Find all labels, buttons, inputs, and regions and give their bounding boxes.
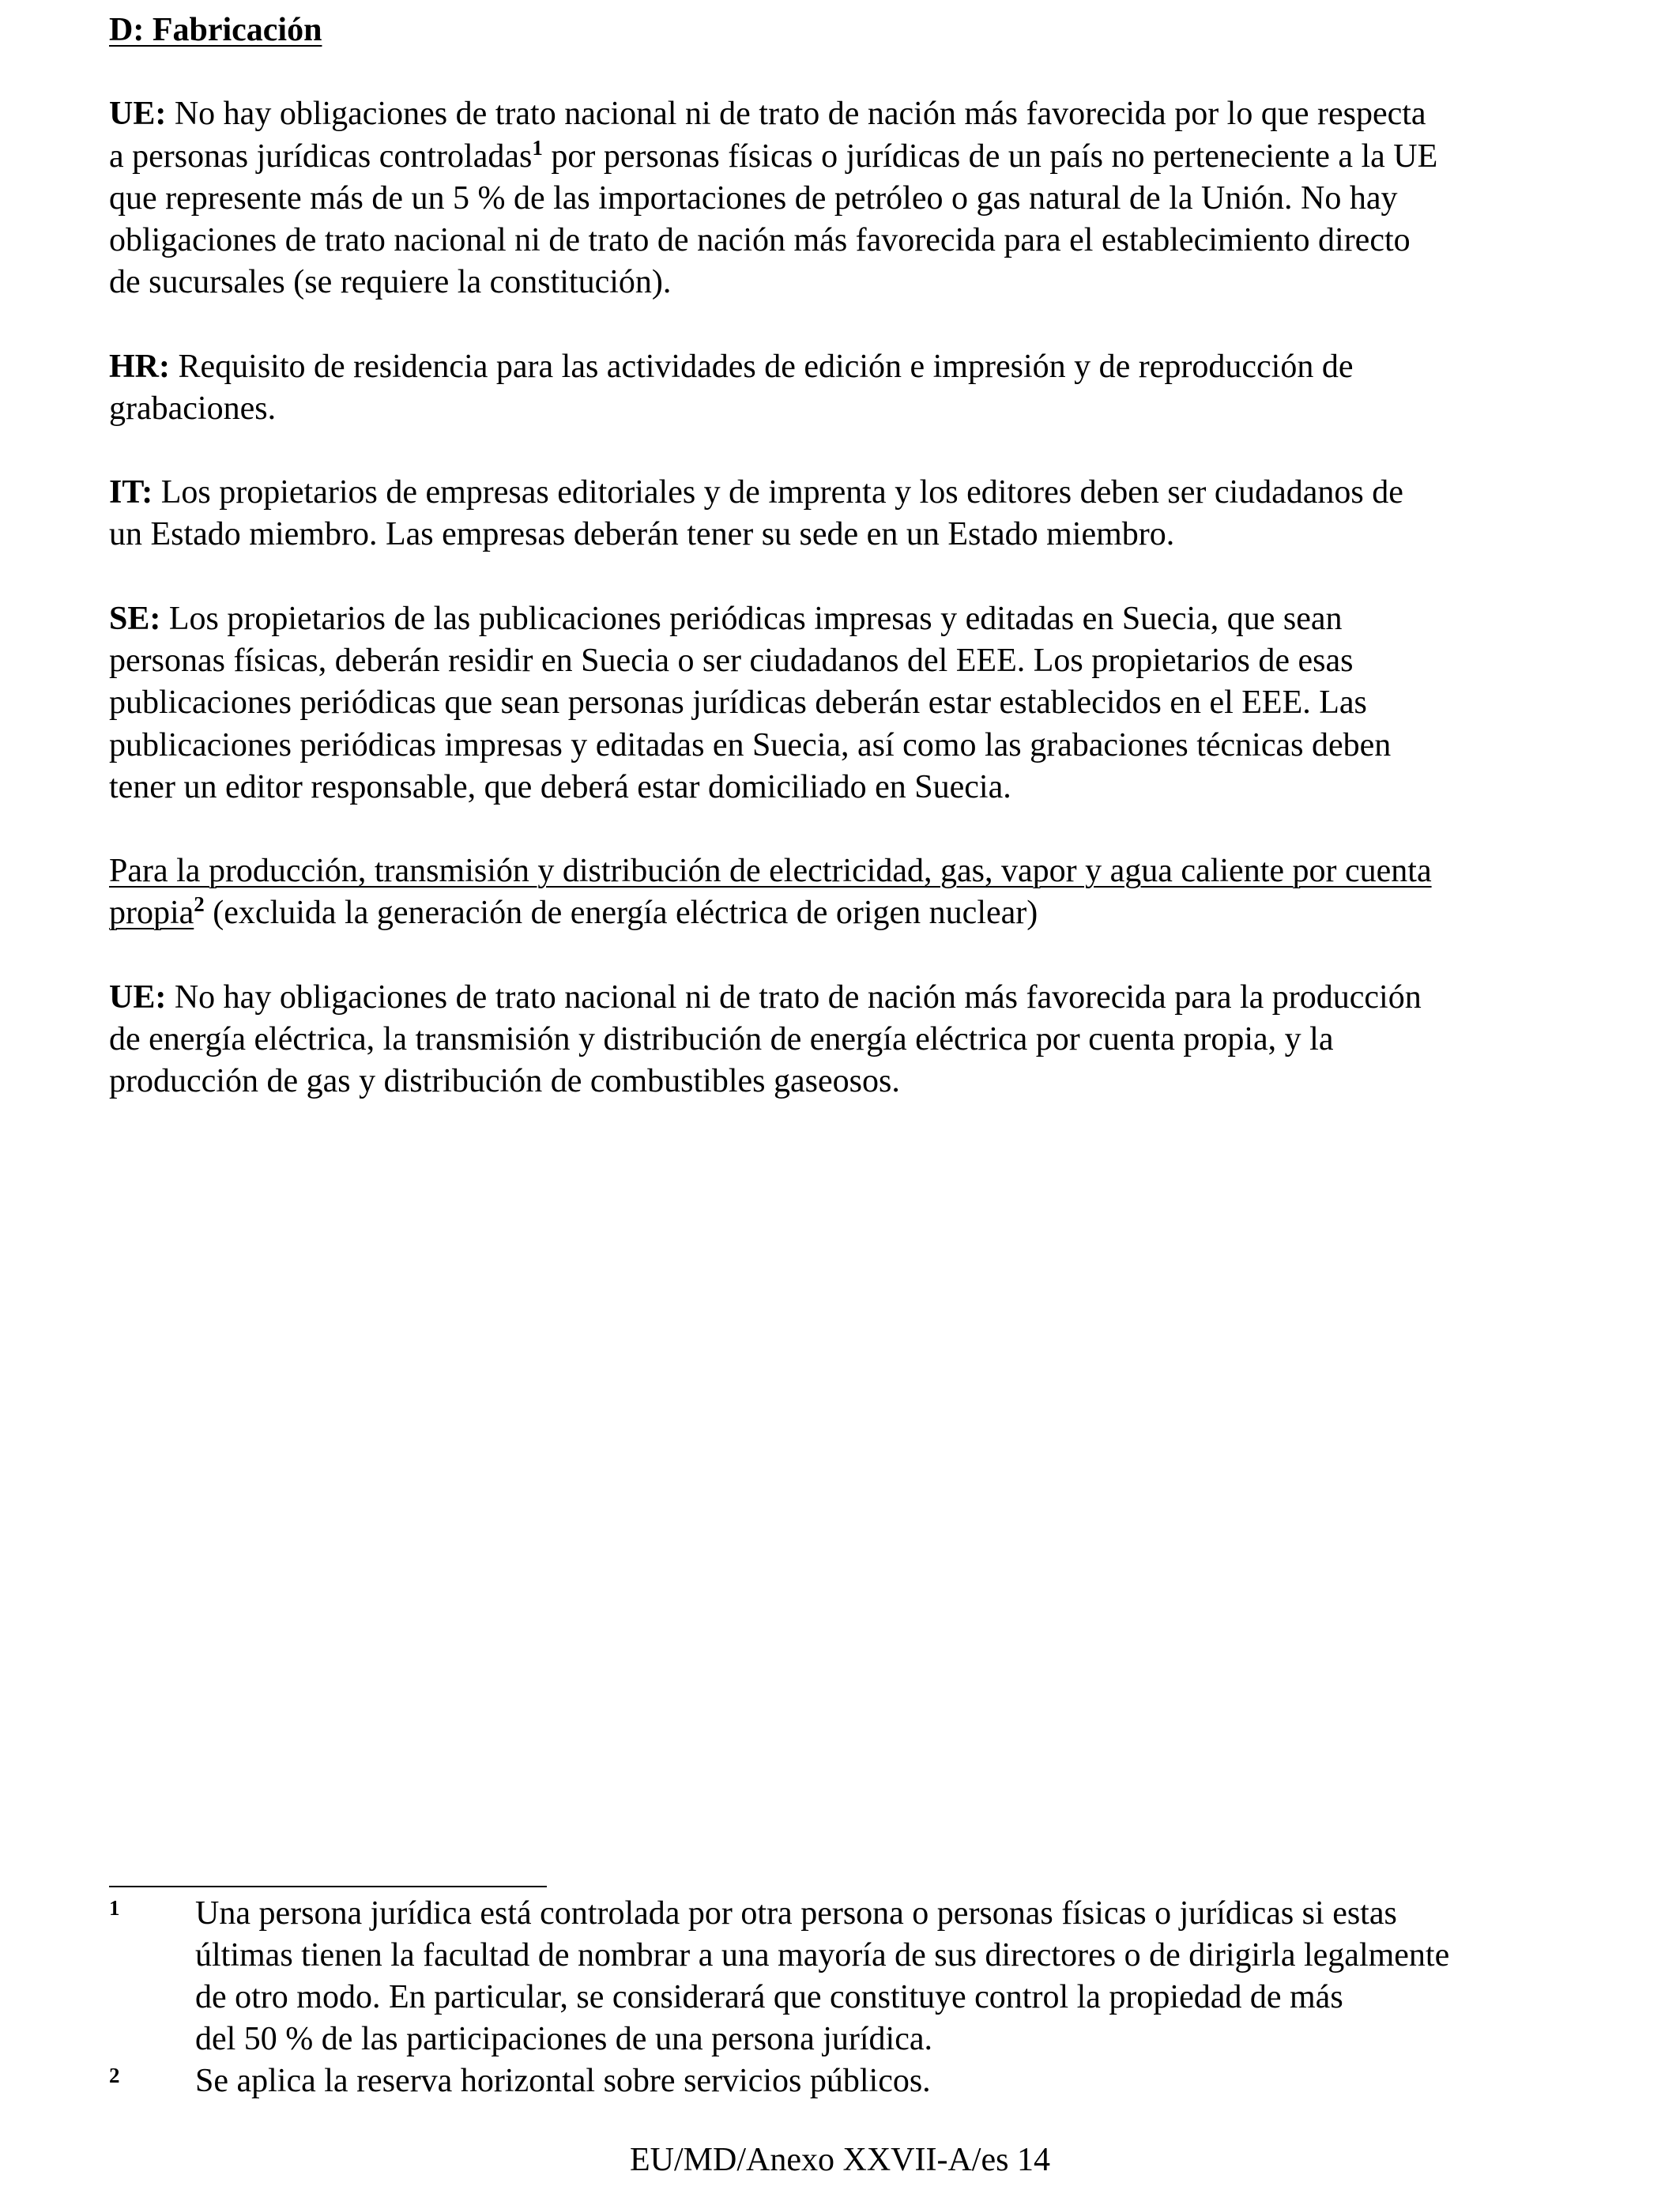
para-se-line-4: publicaciones periódicas impresas y editadas en Suecia, así como las grabaciones técnicas deben: [109, 727, 1392, 763]
footnote-separator: [109, 1886, 547, 1887]
para-ue-2-line-2: de energía eléctrica, la transmisión y distribución de energía eléctrica por cuenta propia, y la: [109, 1021, 1334, 1057]
country-label-ue: UE:: [109, 979, 167, 1016]
footnote-2-mark: 2: [109, 2064, 120, 2087]
country-label-hr: HR:: [109, 349, 170, 385]
para-it-line-2: un Estado miembro. Las empresas deberán tener su sede en un Estado miembro.: [109, 516, 1175, 552]
para-ue-1-line-5: de sucursales (se requiere la constitución).: [109, 264, 672, 300]
footnote-ref-1[interactable]: 1: [532, 136, 543, 160]
section-heading: D: Fabricación: [109, 12, 322, 48]
footnote-1-line-2: últimas tienen la facultad de nombrar a una mayoría de sus directores o de dirigirla legalmente: [195, 1937, 1450, 1973]
para-hr-line-2: grabaciones.: [109, 390, 277, 427]
subheading-line-1: Para la producción, transmisión y distribución de electricidad, gas, vapor y agua caliente por cuenta: [109, 853, 1432, 889]
footnote-1-line-1: Una persona jurídica está controlada por otra persona o personas físicas o jurídicas si estas: [195, 1895, 1397, 1932]
footnote-1-mark: 1: [109, 1896, 120, 1920]
page-footer: EU/MD/Anexo XXVII-A/es 14: [630, 2142, 1050, 2178]
para-se-line-1: SE: Los propietarios de las publicaciones periódicas impresas y editadas en Suecia, que sean: [109, 601, 1343, 637]
para-it-line-1: IT: Los propietarios de empresas editoriales y de imprenta y los editores deben ser ciudadanos de: [109, 474, 1403, 511]
para-ue-1-line-1: UE: No hay obligaciones de trato nacional ni de trato de nación más favorecida por lo que respecta: [109, 96, 1426, 132]
para-ue-1-line-3: que represente más de un 5 % de las importaciones de petróleo o gas natural de la Unión. No hay: [109, 180, 1398, 217]
footnote-2-line-1: Se aplica la reserva horizontal sobre servicios públicos.: [195, 2063, 931, 2099]
footnote-1-line-4: del 50 % de las participaciones de una persona jurídica.: [195, 2021, 932, 2057]
para-hr-line-1: HR: Requisito de residencia para las actividades de edición e impresión y de reproducción de: [109, 349, 1354, 385]
footnote-ref-2[interactable]: 2: [194, 892, 205, 916]
para-ue-1-line-4: obligaciones de trato nacional ni de trato de nación más favorecida para el establecimiento directo: [109, 222, 1411, 258]
para-ue-2-line-3: producción de gas y distribución de combustibles gaseosos.: [109, 1063, 900, 1099]
para-se-line-5: tener un editor responsable, que deberá estar domiciliado en Suecia.: [109, 769, 1011, 805]
para-se-line-2: personas físicas, deberán residir en Suecia o ser ciudadanos del EEE. Los propietarios de esas: [109, 643, 1354, 679]
country-label-it: IT:: [109, 474, 153, 511]
subheading-line-2: propia$^2$ (excluida la generación de energía eléctrica de origen nuclear): [109, 892, 1038, 931]
para-se-line-3: publicaciones periódicas que sean personas jurídicas deberán estar establecidos en el EEE. Las: [109, 684, 1367, 721]
country-label-ue: UE:: [109, 96, 167, 132]
para-ue-2-line-1: UE: No hay obligaciones de trato nacional ni de trato de nación más favorecida para la producción: [109, 979, 1422, 1016]
country-label-se: SE:: [109, 601, 161, 637]
para-ue-1-line-2: a personas jurídicas controladas$^1$ por personas físicas o jurídicas de un país no perteneciente a la UE: [109, 136, 1438, 175]
footnote-1-line-3: de otro modo. En particular, se considerará que constituye control la propiedad de más: [195, 1979, 1343, 2015]
